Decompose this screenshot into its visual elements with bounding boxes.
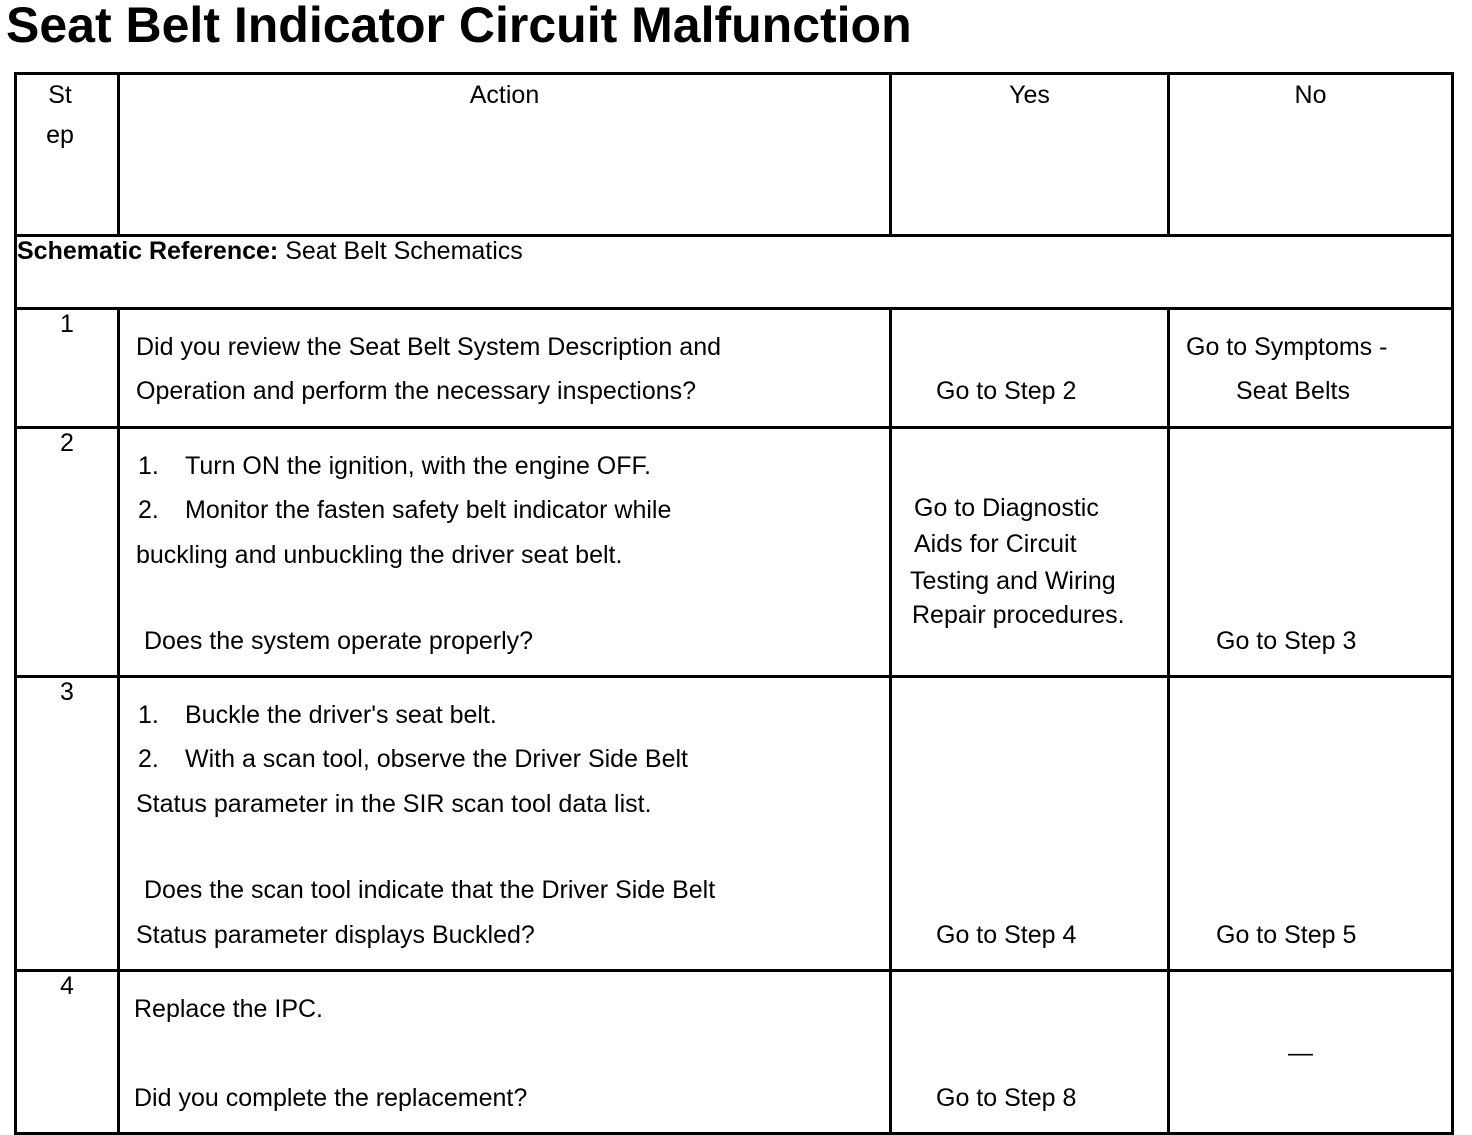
step-number: 3 [16, 677, 119, 971]
list-number: 2. [138, 745, 159, 773]
action-cell [119, 677, 891, 971]
yes-result-link[interactable]: Go to Step 4 [936, 921, 1077, 949]
list-item [138, 495, 671, 525]
header-no: No [1169, 74, 1453, 236]
no-cell [1169, 677, 1453, 971]
action-text: Status parameter in the SIR scan tool data list. [136, 790, 652, 818]
no-cell [1169, 309, 1453, 428]
table-row [16, 309, 1453, 428]
question-text: Status parameter displays Buckled? [136, 921, 535, 949]
table-row [16, 428, 1453, 677]
table-row [16, 971, 1453, 1134]
action-text: buckling and unbuckling the driver seat belt. [136, 541, 623, 569]
yes-result-link[interactable]: Go to Step 8 [936, 1084, 1077, 1112]
header-step [16, 74, 119, 236]
no-result-link[interactable]: Go to Step 3 [1216, 627, 1357, 655]
schematic-label: Schematic Reference: [17, 237, 279, 265]
list-text: Monitor the fasten safety belt indicator while [185, 496, 672, 524]
question-text: Does the scan tool indicate that the Driver Side Belt [144, 876, 716, 904]
header-step-line1: St [48, 81, 72, 109]
header-yes: Yes [891, 74, 1169, 236]
no-result-link[interactable]: Go to Symptoms - [1186, 333, 1388, 361]
no-result-link[interactable]: Go to Step 5 [1216, 921, 1357, 949]
no-result-dash: — [1288, 1039, 1313, 1067]
list-number: 1. [138, 701, 159, 729]
page-title: Seat Belt Indicator Circuit Malfunction [6, 0, 912, 53]
yes-cell [891, 677, 1169, 971]
header-action: Action [119, 74, 891, 236]
step-number: 2 [16, 428, 119, 677]
step-number: 1 [16, 309, 119, 428]
question-text: Does the system operate properly? [144, 627, 534, 655]
yes-cell [891, 971, 1169, 1134]
yes-cell [891, 309, 1169, 428]
question-text: Did you complete the replacement? [134, 1084, 528, 1112]
action-cell [119, 971, 891, 1134]
schematic-link[interactable]: Seat Belt Schematics [285, 237, 523, 265]
action-text: Replace the IPC. [134, 995, 323, 1023]
header-row [16, 74, 1453, 236]
action-cell [119, 428, 891, 677]
list-item [138, 451, 651, 481]
list-text: With a scan tool, observe the Driver Side Belt [185, 745, 689, 773]
diagnostic-table [14, 72, 1454, 1135]
yes-cell [891, 428, 1169, 677]
action-text: Operation and perform the necessary inspections? [136, 377, 697, 405]
schematic-cell [16, 236, 1453, 309]
table-row [16, 677, 1453, 971]
yes-result-link[interactable]: Aids for Circuit [914, 530, 1077, 558]
yes-result-link[interactable]: Go to Diagnostic [914, 494, 1099, 522]
list-item [138, 744, 688, 774]
no-cell [1169, 428, 1453, 677]
action-cell [119, 309, 891, 428]
step-number: 4 [16, 971, 119, 1134]
no-result-link[interactable]: Seat Belts [1236, 377, 1350, 405]
list-number: 2. [138, 496, 159, 524]
no-cell [1169, 971, 1453, 1134]
list-item [138, 700, 497, 730]
action-text: Did you review the Seat Belt System Description and [136, 333, 721, 361]
yes-result-link[interactable]: Testing and Wiring [910, 567, 1116, 595]
schematic-row [16, 236, 1453, 309]
list-number: 1. [138, 452, 159, 480]
yes-result-link[interactable]: Repair procedures. [912, 601, 1125, 629]
list-text: Turn ON the ignition, with the engine OFF. [185, 452, 651, 480]
yes-result-link[interactable]: Go to Step 2 [936, 377, 1077, 405]
header-step-line2: ep [46, 121, 74, 149]
list-text: Buckle the driver's seat belt. [185, 701, 497, 729]
